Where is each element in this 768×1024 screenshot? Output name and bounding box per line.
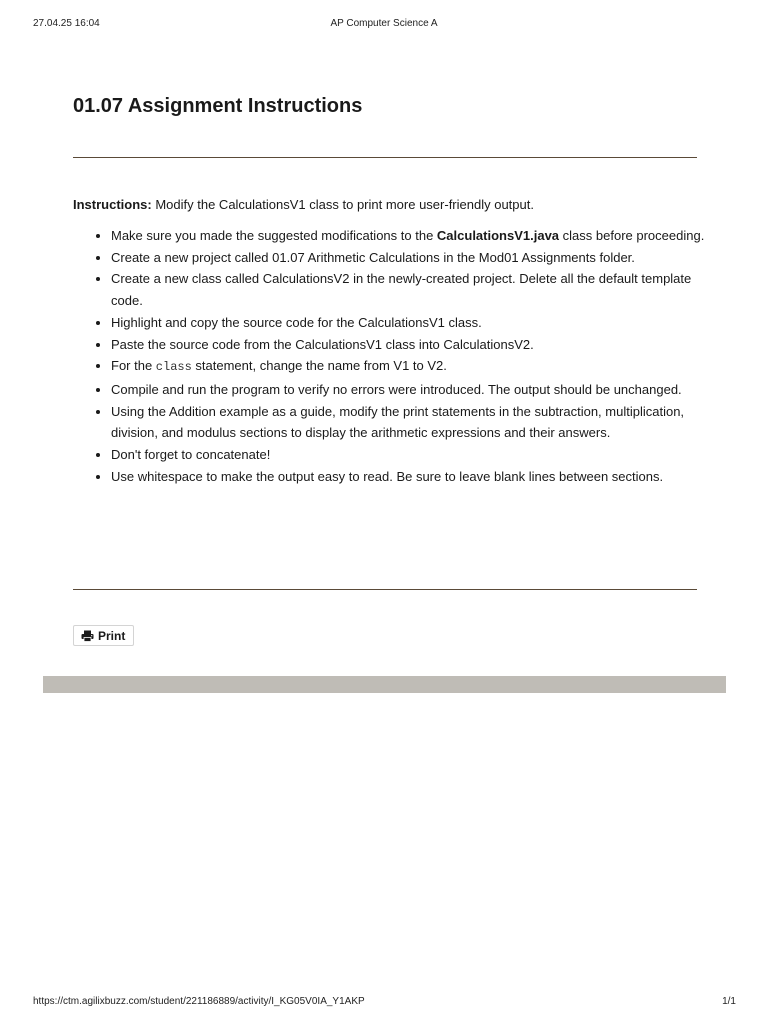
list-item: • Using the Addition example as a guide, modify the print statements in the subtraction, multiplication, division, and modulus sections to display the arithmetic expressions and their answers. (111, 401, 711, 444)
print-button[interactable] (73, 625, 134, 646)
print-footer-page-count: 1/1 (722, 996, 736, 1007)
step-text: For the (111, 358, 156, 374)
list-item: • Compile and run the program to verify no errors were introduced. The output should be unchanged. (111, 379, 711, 401)
instructions-label: Instructions: (73, 197, 152, 212)
content-footer-bar (43, 676, 726, 693)
step-text: statement, change the name from V1 to V2. (191, 358, 447, 374)
list-item (111, 355, 711, 379)
print-button-label: Print (98, 628, 126, 643)
divider-bottom (73, 589, 697, 590)
list-item: • Use whitespace to make the output easy to read. Be sure to leave blank lines between sections. (111, 466, 711, 488)
list-item: • Don't forget to concatenate! (111, 444, 711, 466)
list-item: • Create a new class called CalculationsV2 in the newly-created project. Delete all the default template code. (111, 268, 711, 311)
print-header (0, 18, 768, 32)
list-item: • Paste the source code from the CalculationsV1 class into CalculationsV2. (111, 334, 711, 356)
print-footer (0, 996, 768, 1010)
instructions-text: Modify the CalculationsV1 class to print more user-friendly output. (151, 197, 534, 212)
divider-top (73, 157, 697, 158)
page-title: 01.07 Assignment Instructions (73, 95, 363, 117)
list-item: • Highlight and copy the source code for the CalculationsV1 class. (111, 312, 711, 334)
step-filename: CalculationsV1.java (436, 228, 560, 243)
step-code: class (155, 360, 192, 375)
print-header-datetime: 27.04.25 16:04 (33, 18, 100, 29)
print-footer-url: https://ctm.agilixbuzz.com/student/221186889/activity/I_KG05V0IA_Y1AKP (33, 996, 365, 1007)
instruction-steps (73, 225, 711, 487)
print-header-title: AP Computer Science A (330, 18, 438, 29)
instructions-intro (73, 196, 713, 214)
list-item (111, 225, 711, 247)
step-text: class before proceeding. (559, 228, 705, 243)
step-text: Make sure you made the suggested modifications to the (111, 228, 437, 243)
list-item: • Create a new project called 01.07 Arithmetic Calculations in the Mod01 Assignments folder. (111, 247, 711, 269)
printer-icon (81, 630, 94, 642)
